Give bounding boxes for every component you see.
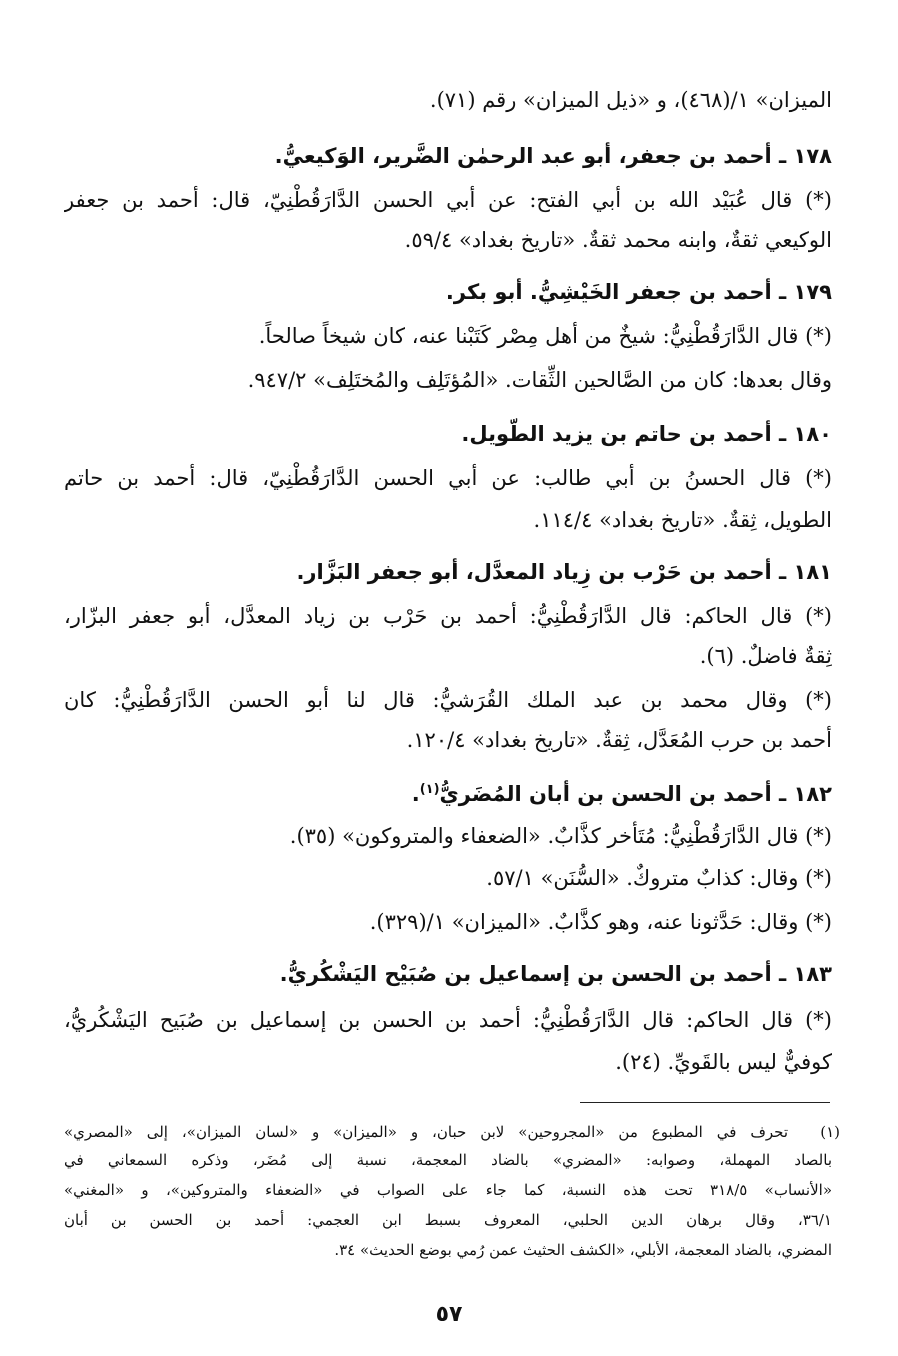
footnote-line: ٣٦/١، وقال برهان الدين الحلبي، المعروف بسبط ابن العجمي: أحمد بن الحسن بن أبان xyxy=(64,1211,832,1229)
text-line: (*) قال الحاكم: قال الدَّارَقُطْنِيُّ: أحمد بن الحسن بن إسماعيل بن صُبَيح اليَشْكُريُّ، xyxy=(64,1008,832,1032)
text-line: (*) وقال محمد بن عبد الملك القُرَشيُّ: قال لنا أبو الحسن الدَّارَقُطْنِيُّ: كان xyxy=(64,688,832,712)
entry-heading-181: ١٨١ ـ أحمد بن حَرْب بن زِياد المعدَّل، أبو جعفر البَزَّار. xyxy=(296,560,832,584)
text-line: (*) وقال: حَدَّثونا عنه، وهو كذَّابٌ. «الميزان» ١/(٣٢٩). xyxy=(369,910,832,934)
text-line: الميزان» ١/(٤٦٨)، و «ذيل الميزان» رقم (٧١). xyxy=(429,88,832,112)
text-line: ثِقةٌ فاضلٌ. (٦). xyxy=(699,644,832,668)
entry-heading-179: ١٧٩ ـ أحمد بن جعفر الخَيْشِيُّ. أبو بكر. xyxy=(445,280,832,304)
entry-heading-182 xyxy=(64,774,832,810)
text-line: (*) وقال: كذابٌ متروكٌ. «السُّنَن» ٥٧/١. xyxy=(486,866,832,890)
footnote-line: المضري، بالضاد المعجمة، الأبلي، «الكشف الحثيث عمن رُمي بوضع الحديث» ٣٤. xyxy=(334,1241,832,1259)
text-line: (*) قال الدَّارَقُطْنِيُّ: شيخٌ من أهل مِصْر كَتَبْنا عنه، كان شيخاً صالحاً. xyxy=(258,324,832,348)
heading-text: ١٨٢ ـ أحمد بن الحسن بن أبان المُضَريُّ xyxy=(439,782,832,806)
entry-heading-178: ١٧٨ ـ أحمد بن جعفر، أبو عبد الرحمٰن الضَّرير، الوَكيعيُّ. xyxy=(274,144,832,168)
heading-end: . xyxy=(411,782,420,806)
entry-heading-180: ١٨٠ ـ أحمد بن حاتم بن يزيد الطَّويل. xyxy=(461,422,832,446)
text-line: وقال بعدها: كان من الصَّالحين الثِّقات. «المُؤتَلِف والمُختَلِف» ٩٤٧/٢. xyxy=(247,368,832,392)
text-line: الوكيعي ثقةٌ، وابنه محمد ثقةٌ. «تاريخ بغداد» ٥٩/٤. xyxy=(404,228,832,252)
text-line: أحمد بن حرب المُعَدَّل، ثِقةٌ. «تاريخ بغداد» ١٢٠/٤. xyxy=(406,728,832,752)
text-line: الطويل، ثِقةٌ. «تاريخ بغداد» ١١٤/٤. xyxy=(533,508,832,532)
text-line: كوفيٌّ ليس بالقَويِّ. (٢٤). xyxy=(615,1050,832,1074)
text-line: (*) قال الدَّارَقُطْنِيُّ: مُتَأخر كذَّابٌ. «الضعفاء والمتروكون» (٣٥). xyxy=(289,824,832,848)
footnote-line: بالصاد المهملة، وصوابه: «المضري» بالضاد المعجمة، نسبة إلى مُضَر، وذكره السمعاني في xyxy=(64,1151,832,1169)
footnote-separator xyxy=(580,1102,830,1103)
text-line: (*) قال الحسنُ بن أبي طالب: عن أبي الحسن الدَّارَقُطْنِيّ، قال: أحمد بن حاتم xyxy=(64,466,832,490)
footnote-reference: (١) xyxy=(419,782,440,797)
entry-heading-183: ١٨٣ ـ أحمد بن الحسن بن إسماعيل بن صُبَيْح اليَشْكُريُّ. xyxy=(279,962,832,986)
footnote-line: تحرف في المطبوع من «المجروحين» لابن حبان، و «الميزان» و «لسان الميزان»، إلى «المصري» xyxy=(64,1123,788,1141)
page-number: ٥٧ xyxy=(435,1302,463,1327)
text-line: (*) قال الحاكم: قال الدَّارَقُطْنِيُّ: أحمد بن حَرْب بن زياد المعدَّل، أبو جعفر البزّار، xyxy=(64,604,832,628)
footnote-marker: (١) xyxy=(820,1123,840,1141)
footnote-line: «الأنساب» ٣١٨/٥ تحت هذه النسبة، كما جاء على الصواب في «الضعفاء والمتروكين»، و «المغني» xyxy=(64,1181,832,1199)
text-line: (*) قال عُبَيْد الله بن أبي الفتح: عن أبي الحسن الدَّارَقُطْنِيّ، قال: أحمد بن جعفر xyxy=(64,188,832,212)
